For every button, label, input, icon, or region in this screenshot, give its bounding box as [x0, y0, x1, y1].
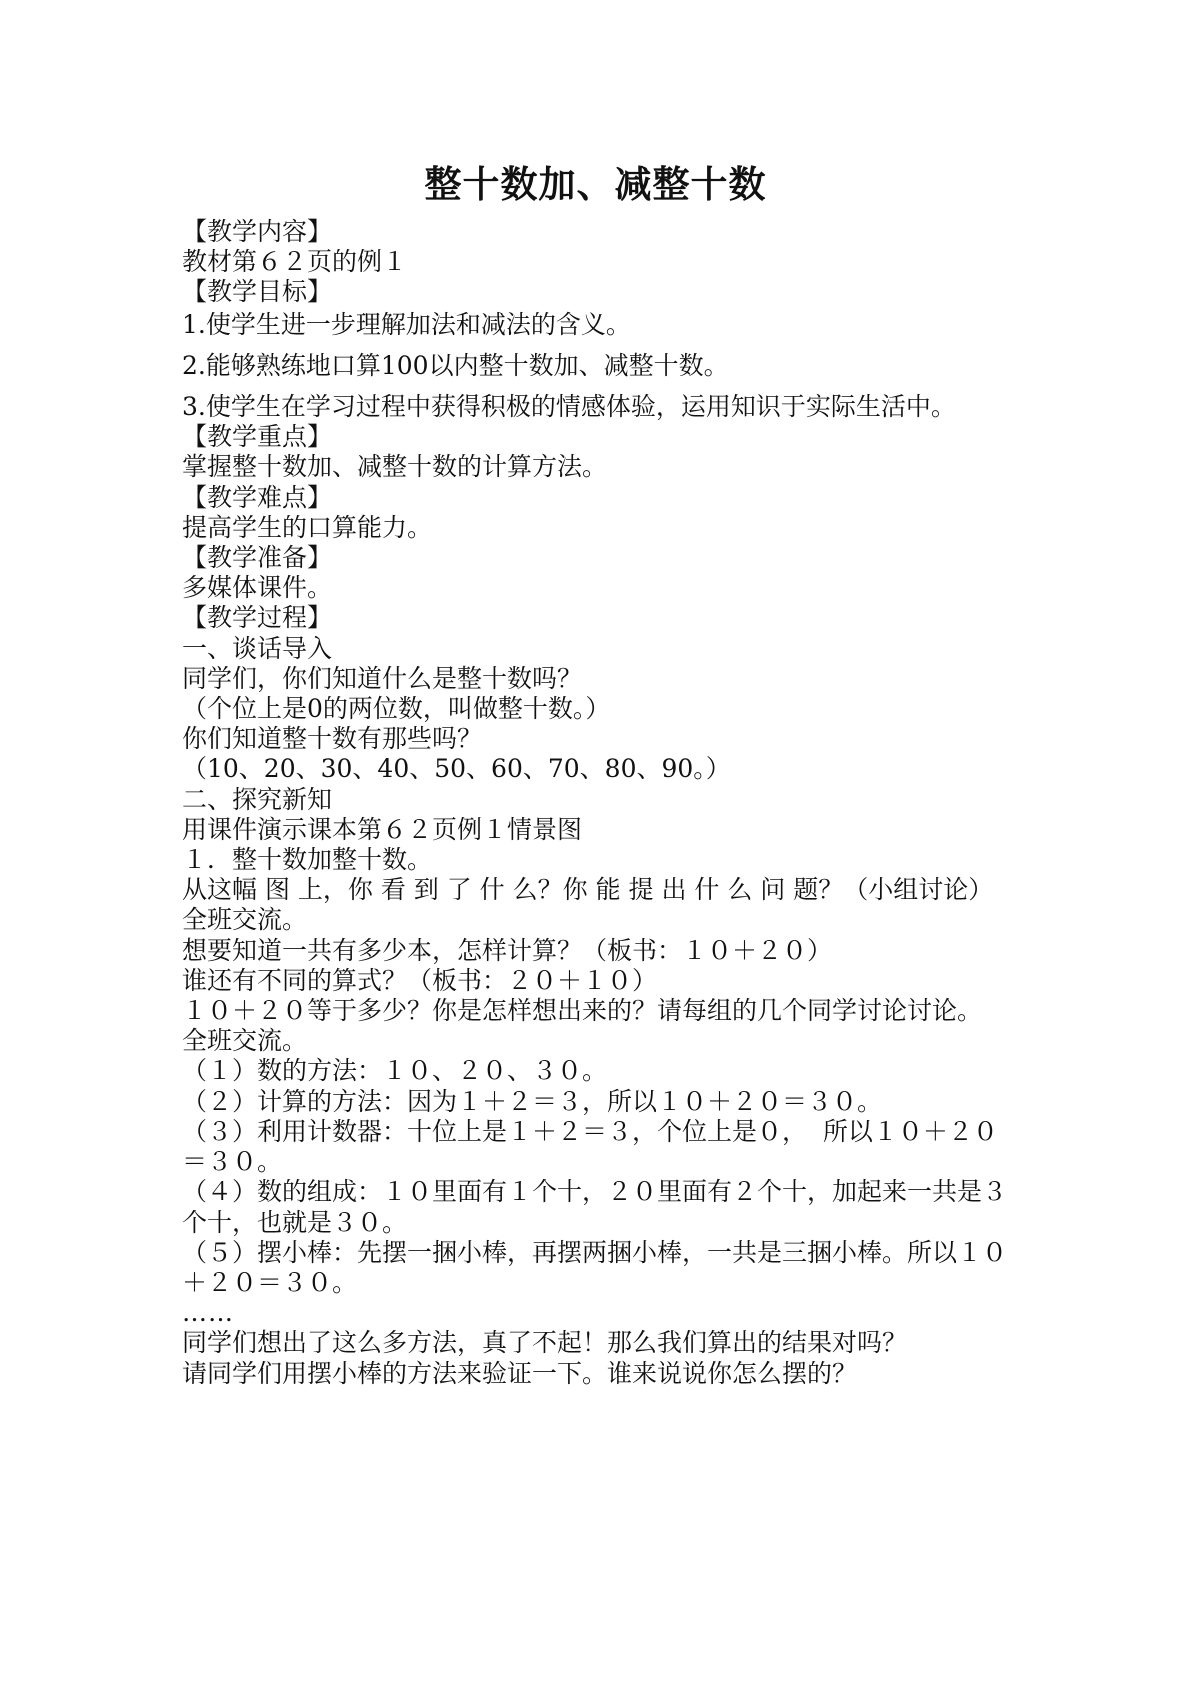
text-line: 想要知道一共有多少本，怎样计算？（板书：１０＋２０）: [182, 935, 833, 965]
text-line: 多媒体课件。: [182, 573, 333, 603]
text-line: 谁还有不同的算式？（板书：２０＋１０）: [182, 965, 658, 995]
text-line: 用课件演示课本第６２页例１情景图: [182, 814, 583, 844]
subsection-heading: 二、探究新知: [182, 784, 333, 814]
section-heading-process: 【教学过程】: [182, 603, 333, 633]
text-line: 教材第６２页的例１: [182, 247, 408, 277]
section-heading-difficulties: 【教学难点】: [182, 482, 333, 512]
method-item: （２）计算的方法：因为１＋２＝３，所以１０＋２０＝３０。: [182, 1086, 883, 1116]
text-line: 你们知道整十数有那些吗？: [182, 724, 483, 754]
text-line: （10、20、30、40、50、60、70、80、90。）: [182, 754, 731, 784]
objective-item: 3.使学生在学习过程中获得积极的情感体验，运用知识于实际生活中。: [182, 392, 956, 422]
text-line: 全班交流。: [182, 1026, 308, 1056]
text-line: １．整十数加整十数。: [182, 845, 433, 875]
section-heading-objectives: 【教学目标】: [182, 277, 333, 307]
text-line: 提高学生的口算能力。: [182, 512, 433, 542]
text-line: 请同学们用摆小棒的方法来验证一下。谁来说说你怎么摆的？: [182, 1358, 858, 1388]
document-body: [182, 217, 1012, 1389]
method-item: （１）数的方法：１０、２０、３０。: [182, 1056, 608, 1086]
objective-item: 1.使学生进一步理解加法和减法的含义。: [182, 309, 631, 339]
section-heading-key-points: 【教学重点】: [182, 422, 333, 452]
text-line: （个位上是0的两位数，叫做整十数。）: [182, 694, 611, 724]
text-line: 掌握整十数加、减整十数的计算方法。: [182, 452, 608, 482]
text-line: １０＋２０等于多少？你是怎样想出来的？请每组的几个同学讨论讨论。: [182, 996, 983, 1026]
method-item: （５）摆小棒：先摆一捆小棒，再摆两捆小棒，一共是三捆小棒。所以１０＋２０＝３０。: [182, 1237, 1008, 1297]
section-heading-preparation: 【教学准备】: [182, 543, 333, 573]
text-line: 同学们，你们知道什么是整十数吗？: [182, 663, 583, 693]
ellipsis-line: ……: [182, 1298, 234, 1328]
text-line: 全班交流。: [182, 905, 308, 935]
objective-item: 2.能够熟练地口算100以内整十数加、减整十数。: [182, 350, 729, 380]
method-item: （４）数的组成：１０里面有１个十，２０里面有２个十，加起来一共是３个十，也就是３０。: [182, 1177, 1008, 1237]
section-heading-content: 【教学内容】: [182, 217, 333, 246]
document-title: 整十数加、减整十数: [424, 163, 767, 206]
text-line: 同学们想出了这么多方法，真了不起！那么我们算出的结果对吗？: [182, 1328, 908, 1358]
subsection-heading: 一、谈话导入: [182, 633, 333, 663]
text-line: 从这幅 图 上，你 看 到 了 什 么？你 能 提 出 什 么 问 题？（小组讨论）: [182, 875, 994, 905]
method-item: （３）利用计数器：十位上是１＋２＝３，个位上是０， 所以１０＋２０＝３０。: [182, 1116, 998, 1177]
